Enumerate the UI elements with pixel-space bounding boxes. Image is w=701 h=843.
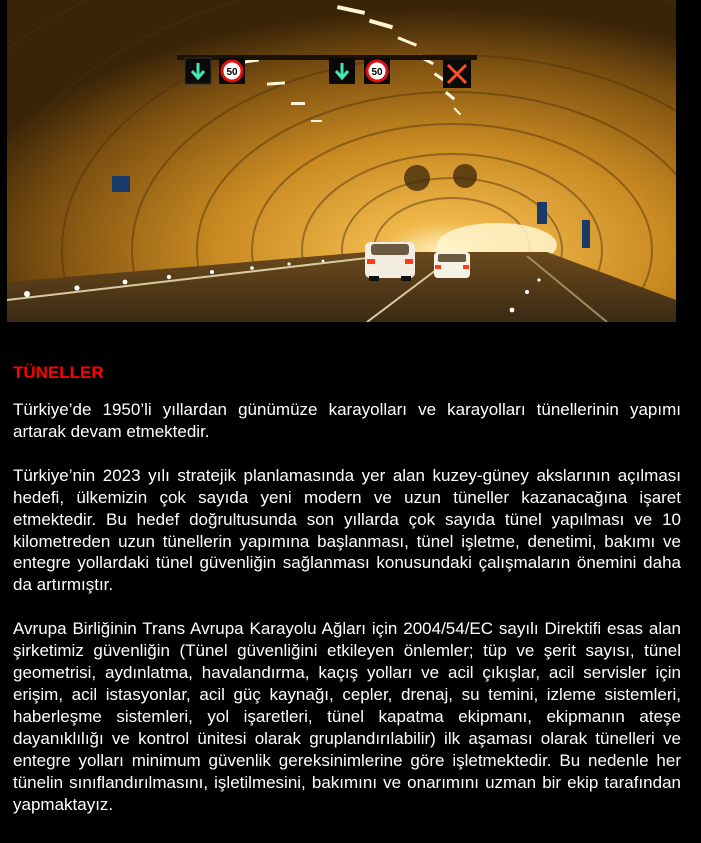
lane-arrow-sign-2 <box>329 58 355 84</box>
tunnel-illustration <box>7 0 676 322</box>
svg-text:50: 50 <box>371 67 383 78</box>
lane-closed-sign <box>443 60 471 88</box>
car-white-sedan <box>365 242 415 281</box>
speed-limit-sign-2 <box>364 58 390 84</box>
article <box>13 362 681 837</box>
article-paragraph-2: Türkiye’nin 2023 yılı stratejik planlamasında yer alan kuzey-güney akslarının açılması hedefi, ülkemizin çok sayıda yeni modern ve uzun tüneller kazanacağına işaret etmektedir. Bu hedef doğrultusunda son yıllarda çok sayıda tünel yapılması ve 10 kilometreden uzun tünellerin yapımına başlanması, tünel işletme, denetimi, bakımı ve entegre yollardaki tünel güvenliğin sağlanması konusundaki çalışmaların önemini daha da artırmıştır. <box>13 465 681 595</box>
article-paragraph-3: Avrupa Birliğinin Trans Avrupa Karayolu Ağları için 2004/54/EC sayılı Direktifi esas alan şirketimiz güvenliğin (Tünel güvenliğini etkileyen önlemler; tüp ve şerit sayısı, tünel geometrisi, aydınlatma, havalandırma, kaçış yolları ve acil çıkışlar, acil servisler için erişim, acil istasyonlar, acil güç kaynağı, cepler, drenaj, su temini, izleme sistemleri, haberleşme sistemleri, yol işaretleri, tünel kapatma ekipmanı, ekipmanın ateşe dayanıklılığı ve kontrol ünitesi olarak gruplandırılabilir) ilk aşaması olarak tünelleri ve entegre yolları minimum güvenlik gereksinimlerine göre işletmektedir. Bu nedenle her tünelin sınıflandırılmasını, işletilmesini, bakımını ve onarımını uzman bir ekip tarafından yapmaktayız. <box>13 619 681 814</box>
article-paragraph-1: Türkiye’de 1950’li yıllardan günümüze karayolları ve karayolları tünellerinin yapımı artarak devam etmektedir. <box>13 400 681 441</box>
page-title: TÜNELLER <box>13 363 104 382</box>
tunnel-photo <box>7 0 676 322</box>
car-white-suv <box>434 252 470 278</box>
svg-text:50: 50 <box>226 67 238 78</box>
lane-arrow-sign-1 <box>185 58 211 84</box>
speed-limit-sign-1 <box>219 58 245 84</box>
